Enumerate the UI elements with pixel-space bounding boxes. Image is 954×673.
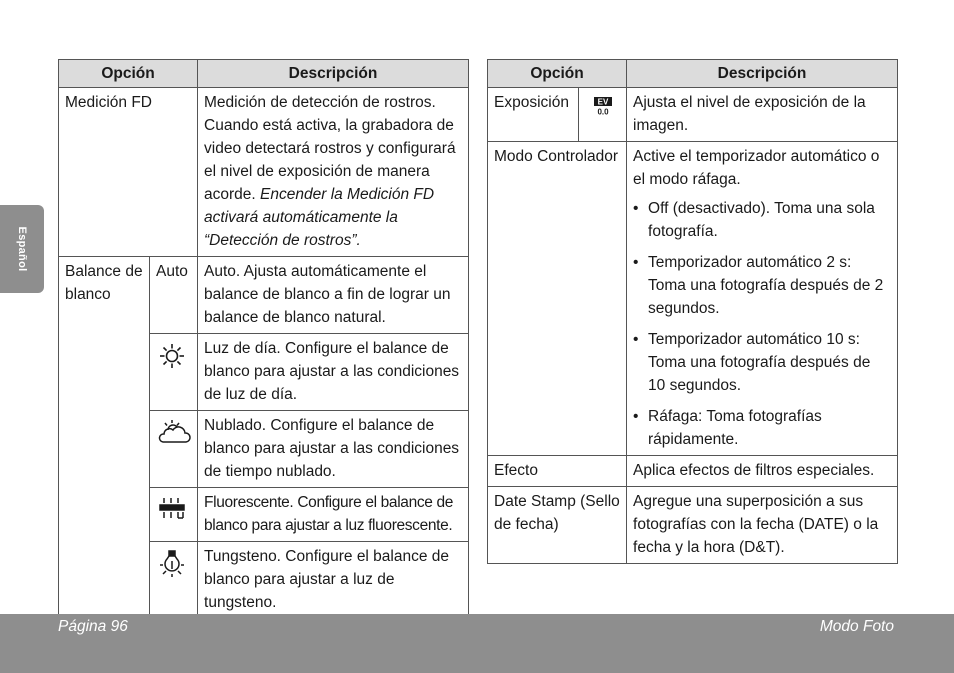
wb-fluorescent-desc: Fluorescente. Configure el balance de blanco para ajustar a luz fluorescente. <box>198 488 469 542</box>
table-header-row <box>59 60 469 88</box>
table-row <box>59 257 469 334</box>
wb-auto-label: Auto <box>150 257 198 334</box>
header-option: Opción <box>59 60 198 88</box>
wb-tungsten-icon-cell <box>150 542 198 619</box>
page-footer <box>0 614 954 673</box>
wb-fluorescent-icon-cell <box>150 488 198 542</box>
exposicion-icon-cell <box>579 88 627 142</box>
modo-bullet-list <box>633 197 891 451</box>
header-description: Descripción <box>198 60 469 88</box>
list-item: • Temporizador automático 2 s: Toma una fotografía después de 2 segundos. <box>633 251 891 320</box>
desc-date-stamp: Agregue una superposición a sus fotografías con la fecha (DATE) o la fecha y la hora (D&T). <box>627 487 898 564</box>
wb-daylight-desc: Luz de día. Configure el balance de blanco para ajustar a las condiciones de luz de día. <box>198 334 469 411</box>
desc-modo-controlador <box>627 142 898 456</box>
list-item: • Temporizador automático 10 s: Toma una fotografía después de 10 segundos. <box>633 328 891 397</box>
option-medicion-fd: Medición FD <box>59 88 198 257</box>
option-efecto: Efecto <box>488 456 627 487</box>
wb-daylight-icon-cell <box>150 334 198 411</box>
ev-icon-bottom: 0.0 <box>596 107 609 116</box>
desc-medicion-fd <box>198 88 469 257</box>
language-tab-label: Español <box>16 226 28 272</box>
desc-exposicion: Ajusta el nivel de exposición de la imagen. <box>627 88 898 142</box>
sun-icon <box>158 342 186 370</box>
table-row <box>488 88 898 142</box>
ev-icon-top: EV <box>597 97 608 107</box>
desc-medicion-fd-text: Medición de detección de rostros. Cuando está activa, la grabadora de video detectará rostros y configurará el nivel de exposición de manera acorde. <box>204 94 456 203</box>
desc-medicion-fd-note: Encender la Medición FD activará automáticamente la “Detección de rostros”. <box>204 186 435 249</box>
fluorescent-icon <box>158 496 186 520</box>
wb-cloudy-desc: Nublado. Configure el balance de blanco para ajustar a las condiciones de tiempo nublado. <box>198 411 469 488</box>
option-modo-controlador-text: Modo Controlador <box>494 148 619 165</box>
page-number: Página 96 <box>58 618 128 635</box>
table-row <box>488 487 898 564</box>
desc-modo-intro: Active el temporizador automático o el modo ráfaga. <box>633 148 880 188</box>
tungsten-bulb-icon <box>158 550 186 578</box>
table-row <box>59 88 469 257</box>
options-table-left <box>58 59 469 619</box>
option-balance-blanco: Balance de blanco <box>59 257 150 619</box>
header-description: Descripción <box>627 60 898 88</box>
table-header-row <box>488 60 898 88</box>
ev-icon <box>593 96 613 116</box>
option-modo-controlador <box>488 142 627 456</box>
header-option: Opción <box>488 60 627 88</box>
cloud-icon <box>158 419 192 445</box>
table-row <box>488 142 898 456</box>
language-tab <box>0 205 44 293</box>
list-item: • Off (desactivado). Toma una sola fotografía. <box>633 197 891 243</box>
options-table-right <box>487 59 898 564</box>
table-row <box>488 456 898 487</box>
option-date-stamp: Date Stamp (Sello de fecha) <box>488 487 627 564</box>
list-item: • Ráfaga: Toma fotografías rápidamente. <box>633 405 891 451</box>
wb-tungsten-desc: Tungsteno. Configure el balance de blanco para ajustar a luz de tungsteno. <box>198 542 469 619</box>
wb-auto-desc: Auto. Ajusta automáticamente el balance de blanco a fin de lograr un balance de blanco natural. <box>198 257 469 334</box>
desc-efecto: Aplica efectos de filtros especiales. <box>627 456 898 487</box>
wb-cloudy-icon-cell <box>150 411 198 488</box>
option-exposicion: Exposición <box>488 88 579 142</box>
section-title: Modo Foto <box>819 618 894 635</box>
